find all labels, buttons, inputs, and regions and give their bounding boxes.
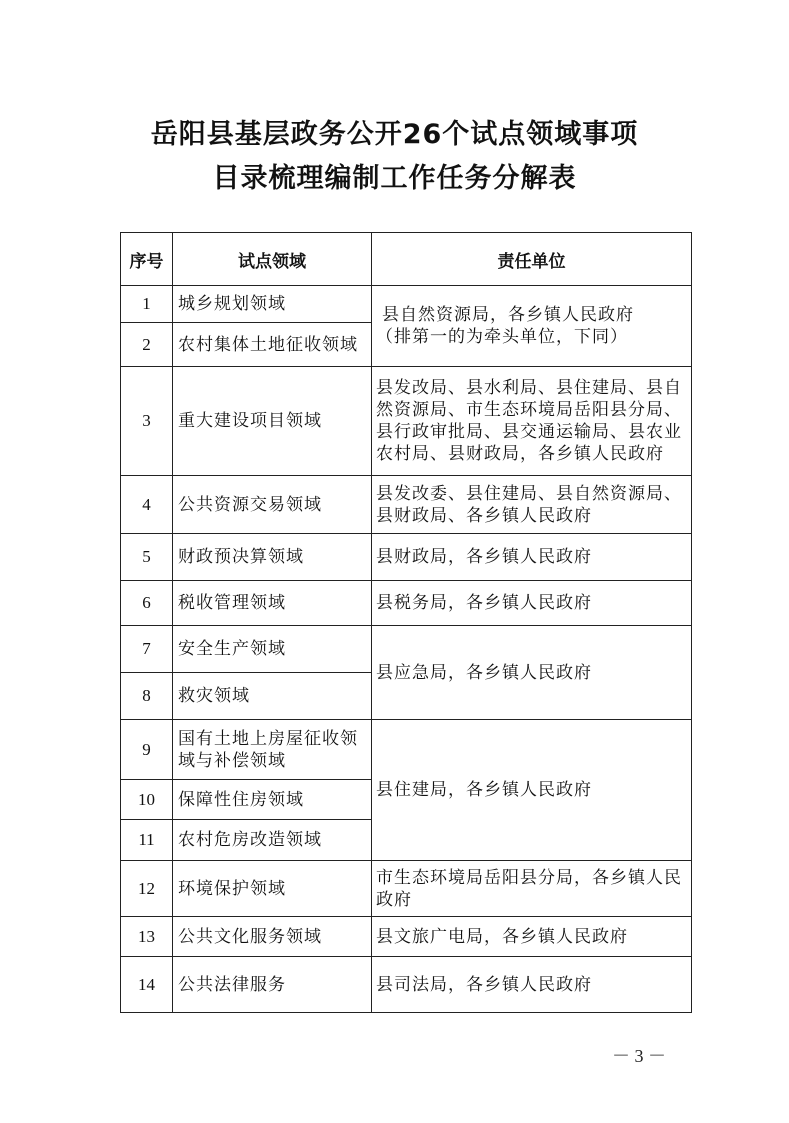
- header-unit: 责任单位: [372, 233, 692, 286]
- task-table: [120, 232, 692, 1013]
- row-area: 重大建设项目领域: [173, 367, 372, 476]
- table-row: [121, 476, 692, 534]
- row-no: 10: [121, 780, 173, 820]
- row-no: 3: [121, 367, 173, 476]
- row-unit: 县税务局，各乡镇人民政府: [372, 581, 692, 626]
- row-area: 环境保护领域: [173, 861, 372, 917]
- page-number: － 3 －: [612, 1046, 666, 1066]
- row-no: 14: [121, 957, 173, 1013]
- row-no: 1: [121, 286, 173, 323]
- row-no: 4: [121, 476, 173, 534]
- table-row: [121, 720, 692, 780]
- page-title-line-1: 岳阳县基层政务公开26个试点领域事项: [150, 119, 639, 150]
- row-unit: 县住建局，各乡镇人民政府: [372, 720, 692, 861]
- row-unit: 县司法局，各乡镇人民政府: [372, 957, 692, 1013]
- row-area: 城乡规划领域: [173, 286, 372, 323]
- row-no: 6: [121, 581, 173, 626]
- row-area: 农村集体土地征收领域: [173, 323, 372, 367]
- row-no: 7: [121, 626, 173, 673]
- row-unit: 县发改委、县住建局、县自然资源局、县财政局、各乡镇人民政府: [372, 476, 692, 534]
- table-row: [121, 861, 692, 917]
- row-area: 公共法律服务: [173, 957, 372, 1013]
- row-unit: 县文旅广电局，各乡镇人民政府: [372, 917, 692, 957]
- row-unit: [372, 286, 692, 367]
- row-area: 农村危房改造领域: [173, 820, 372, 861]
- table-row: [121, 957, 692, 1013]
- page-title-line-2: 目录梳理编制工作任务分解表: [212, 163, 577, 194]
- row-no: 9: [121, 720, 173, 780]
- table-row: [121, 626, 692, 673]
- row-unit: 县应急局，各乡镇人民政府: [372, 626, 692, 720]
- header-area: 试点领域: [173, 233, 372, 286]
- row-area: 保障性住房领域: [173, 780, 372, 820]
- table-row: [121, 286, 692, 323]
- row-unit: 县发改局、县水利局、县住建局、县自然资源局、市生态环境局岳阳县分局、县行政审批局、县交通运输局、县农业农村局、县财政局，各乡镇人民政府: [372, 367, 692, 476]
- row-unit: 县财政局，各乡镇人民政府: [372, 534, 692, 581]
- row-no: 11: [121, 820, 173, 861]
- row-no: 2: [121, 323, 173, 367]
- header-no: 序号: [121, 233, 173, 286]
- row-area: 财政预决算领域: [173, 534, 372, 581]
- row-area: 公共资源交易领域: [173, 476, 372, 534]
- row-unit: 市生态环境局岳阳县分局，各乡镇人民政府: [372, 861, 692, 917]
- table-row: [121, 581, 692, 626]
- table-row: [121, 534, 692, 581]
- row-no: 13: [121, 917, 173, 957]
- row-no: 12: [121, 861, 173, 917]
- unit-line: （排第一的为牵头单位，下同）: [376, 327, 628, 347]
- table-header-row: [121, 233, 692, 286]
- unit-line: 县自然资源局，各乡镇人民政府: [382, 305, 634, 325]
- row-area: 救灾领域: [173, 673, 372, 720]
- row-area: 国有土地上房屋征收领域与补偿领域: [173, 720, 372, 780]
- table-row: [121, 367, 692, 476]
- row-area: 税收管理领域: [173, 581, 372, 626]
- table-row: [121, 917, 692, 957]
- row-area: 公共文化服务领域: [173, 917, 372, 957]
- row-area: 安全生产领域: [173, 626, 372, 673]
- row-no: 8: [121, 673, 173, 720]
- row-no: 5: [121, 534, 173, 581]
